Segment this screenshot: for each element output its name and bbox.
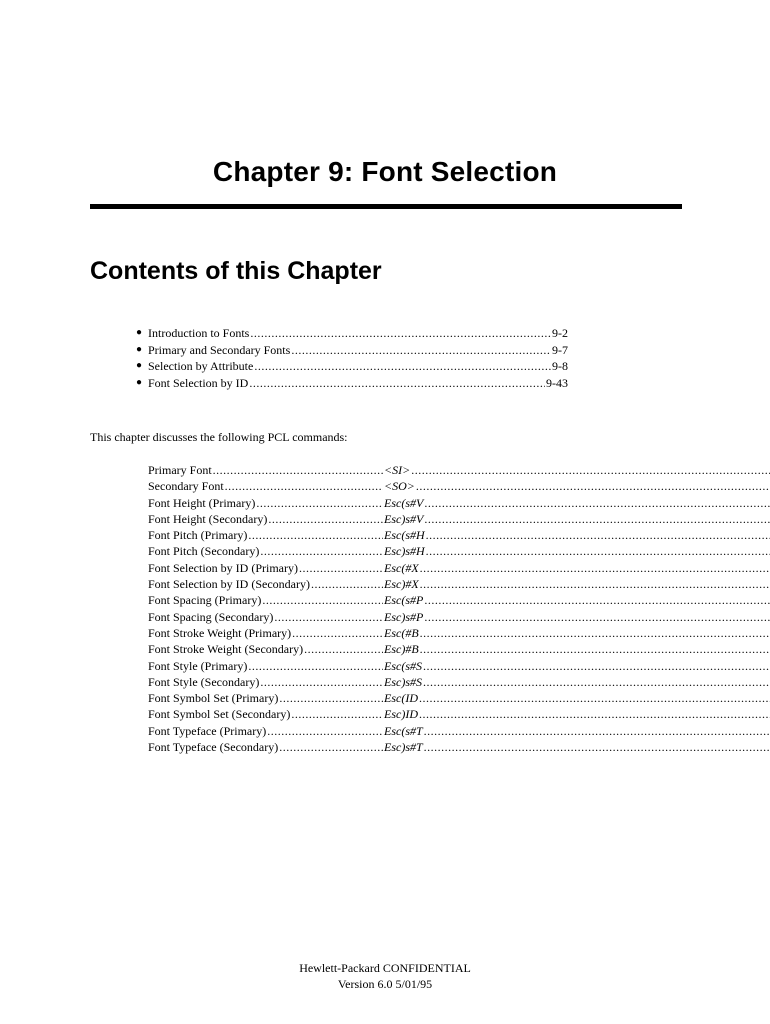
command-name: Font Stroke Weight (Secondary) [148, 642, 304, 657]
dot-leader [254, 358, 551, 375]
command-row[interactable] [148, 706, 568, 722]
command-name: Font Spacing (Secondary) [148, 609, 274, 624]
dot-leader [248, 527, 383, 543]
dot-leader [424, 511, 770, 527]
footer-confidential: Hewlett-Packard CONFIDENTIAL [299, 961, 471, 975]
command-row[interactable] [148, 478, 568, 494]
command-sequence: <SO> [384, 479, 415, 494]
command-name: Font Pitch (Secondary) [148, 544, 260, 559]
command-row[interactable] [148, 592, 568, 608]
command-sequence: Esc(s#S [384, 658, 422, 673]
command-sequence: Esc)s#P [384, 609, 424, 624]
toc-item-title: Selection by Attribute [148, 359, 254, 373]
command-sequence: Esc)s#H [384, 544, 425, 559]
bullet-icon: ● [136, 343, 143, 355]
footer-version: Version 6.0 5/01/95 [337, 977, 433, 991]
command-name: Font Selection by ID (Primary) [148, 560, 298, 575]
bullet-icon: ● [136, 327, 143, 338]
command-row[interactable] [148, 690, 568, 706]
command-row[interactable] [148, 723, 568, 739]
command-sequence: Esc)#X [384, 577, 419, 592]
command-name: Secondary Font [148, 479, 224, 494]
command-name: Font Height (Secondary) [148, 511, 268, 526]
command-row[interactable] [148, 511, 568, 527]
toc-item-page: 9-43 [546, 375, 568, 390]
dot-leader [424, 609, 770, 625]
toc-item-page: 9-2 [552, 326, 568, 340]
dot-leader [424, 592, 770, 608]
dot-leader [424, 723, 770, 739]
command-row[interactable] [148, 462, 568, 478]
page-footer [0, 960, 770, 992]
command-sequence: Esc(s#T [384, 723, 423, 738]
command-sequence: Esc)#B [384, 642, 419, 657]
dot-leader [260, 674, 383, 690]
toc-item[interactable] [136, 358, 568, 375]
dot-leader [291, 342, 551, 359]
command-sequence: Esc)s#V [384, 511, 424, 526]
command-sequence: Esc(s#H [384, 528, 425, 543]
command-row[interactable] [148, 674, 568, 690]
dot-leader [419, 690, 770, 706]
command-sequence: Esc)ID [384, 707, 418, 722]
dot-leader [225, 478, 383, 494]
command-name: Font Style (Secondary) [148, 674, 260, 689]
dot-leader [420, 576, 770, 592]
dot-leader [424, 739, 770, 755]
dot-leader [260, 543, 383, 559]
command-name: Font Selection by ID (Secondary) [148, 577, 310, 592]
dot-leader [416, 478, 770, 494]
dot-leader [291, 706, 383, 722]
toc-item-title: Primary and Secondary Fonts [148, 342, 291, 357]
command-row[interactable] [148, 527, 568, 543]
dot-leader [420, 625, 770, 641]
dot-leader [424, 495, 770, 511]
dot-leader [292, 625, 383, 641]
dot-leader [304, 641, 383, 657]
command-name: Font Symbol Set (Primary) [148, 691, 279, 706]
command-row[interactable] [148, 560, 568, 576]
command-name: Primary Font [148, 463, 212, 477]
intro-text: This chapter discusses the following PCL commands: [90, 430, 348, 444]
command-row[interactable] [148, 609, 568, 625]
command-row[interactable] [148, 658, 568, 674]
command-row[interactable] [148, 641, 568, 657]
dot-leader [420, 641, 770, 657]
command-row[interactable] [148, 739, 568, 755]
command-sequence: Esc)s#T [384, 740, 423, 755]
toc-item-title: Introduction to Fonts [148, 326, 250, 340]
bullet-icon: ● [136, 376, 143, 388]
command-name: Font Typeface (Primary) [148, 723, 267, 738]
command-sequence: Esc(s#P [384, 593, 424, 608]
toc-item-page: 9-8 [552, 359, 568, 373]
dot-leader [274, 609, 383, 625]
command-name: Font Symbol Set (Secondary) [148, 707, 291, 722]
command-name: Font Stroke Weight (Primary) [148, 625, 292, 640]
toc-item[interactable] [136, 342, 568, 359]
command-name: Font Pitch (Primary) [148, 528, 248, 543]
command-sequence: Esc(ID [384, 691, 418, 706]
dot-leader [423, 674, 770, 690]
command-name: Font Height (Primary) [148, 495, 256, 510]
dot-leader [419, 706, 770, 722]
command-sequence: <SI> [384, 463, 411, 477]
dot-leader [426, 543, 770, 559]
dot-leader [420, 560, 770, 576]
dot-leader [262, 592, 383, 608]
dot-leader [279, 739, 383, 755]
dot-leader [213, 462, 383, 478]
chapter-contents-list [136, 325, 568, 391]
command-sequence: Esc(#B [384, 625, 419, 640]
command-name: Font Style (Primary) [148, 658, 248, 673]
command-name: Font Spacing (Primary) [148, 593, 262, 608]
toc-item[interactable] [136, 375, 568, 392]
dot-leader [248, 658, 383, 674]
dot-leader [299, 560, 383, 576]
command-sequence: Esc(#X [384, 560, 419, 575]
dot-leader [250, 325, 551, 342]
pcl-command-list [148, 462, 568, 755]
command-sequence: Esc)s#S [384, 674, 422, 689]
command-sequence: Esc(s#V [384, 495, 424, 510]
dot-leader [423, 658, 770, 674]
dot-leader [268, 511, 383, 527]
toc-item[interactable] [136, 325, 568, 342]
dot-leader [279, 690, 383, 706]
section-heading: Contents of this Chapter [90, 257, 382, 285]
title-rule [90, 204, 682, 209]
toc-item-page: 9-7 [552, 342, 568, 357]
command-row[interactable] [148, 495, 568, 511]
command-row[interactable] [148, 543, 568, 559]
dot-leader [311, 576, 383, 592]
toc-item-title: Font Selection by ID [148, 375, 249, 390]
dot-leader [267, 723, 383, 739]
dot-leader [426, 527, 770, 543]
bullet-icon: ● [136, 360, 143, 371]
dot-leader [256, 495, 383, 511]
command-row[interactable] [148, 576, 568, 592]
dot-leader [249, 375, 545, 392]
command-row[interactable] [148, 625, 568, 641]
chapter-title: Chapter 9: Font Selection [212, 156, 558, 187]
command-name: Font Typeface (Secondary) [148, 740, 279, 755]
dot-leader [411, 462, 770, 478]
